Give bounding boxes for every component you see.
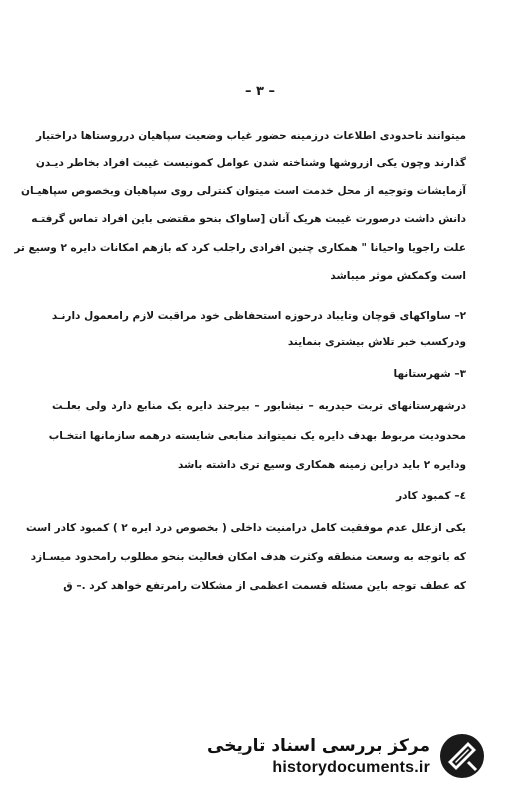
- text-line: ۲– ساواکهای قوچان وتایباد درحوزه استحفاظی خود مراقبت لازم رامعمول دارنـد: [51, 310, 466, 322]
- text-line: که عطف توجه باین مسئله قسمت اعظمی از مشکلات رامرتفع خواهد کرد .– ق: [63, 580, 466, 592]
- text-line: میتوانند تاحدودی اطلاعات درزمینه حضور غیاب وضعیت سپاهیان درروستاها دراختیار: [35, 130, 466, 142]
- footer-title: مرکز بررسی اسناد تاریخی: [207, 736, 430, 756]
- section-heading: ٤– کمبود کادر: [396, 490, 466, 502]
- text-line: است وکمکش موثر میباشد: [330, 270, 466, 282]
- text-line: گذارند وچون یکی ازروشها وشناخته شدن عوامل کمونیست غیبت افراد بخاطر دیـدن: [35, 157, 466, 169]
- archive-logo-icon: [438, 732, 486, 780]
- text-line: یکی ازعلل عدم موفقیت کامل درامنیت داخلی ( بخصوص درد ایره ۲ ) کمبود کادر است: [25, 522, 466, 534]
- text-line: محدودیت مربوط بهدف دایره یک نمیتواند منابعی شایسته درهمه سازمانها انتخـاب: [48, 430, 466, 442]
- watermark-footer: [207, 732, 490, 782]
- text-line: که باتوجه به وسعت منطقه وکثرت هدف امکان فعالیت بنحو مطلوب رامحدود میسـازد: [30, 551, 466, 563]
- text-line: ودایره ۲ باید دراین زمینه همکاری وسیع تری داشته باشد: [177, 459, 466, 471]
- text-line: درشهرستانهای تربت حیدریه – نیشابور – بیرجند دایره یک منابع دارد ولی بعلـت: [52, 400, 466, 412]
- text-line: دانش داشت درصورت غیبت هریک آنان [ساواک بنحو مقتضی باین افراد تماس گرفتـه: [31, 213, 466, 225]
- section-heading: ۳– شهرستانها: [393, 368, 466, 380]
- text-line: ودرکسب خبر تلاش بیشتری بنمایند: [287, 336, 466, 348]
- footer-site: historydocuments.ir: [272, 759, 430, 776]
- text-line: علت راجویا واحیانا " همکاری چنین افرادی راجلب کرد که بازهم امکانات دایره ۲ وسیع تر: [14, 242, 466, 254]
- page-number: – ٣ –: [245, 84, 275, 99]
- text-line: آزمایشات وتوجیه از محل خدمت است میتوان کنترلی روی سپاهیان وبخصوص سپاهیـان: [21, 185, 466, 197]
